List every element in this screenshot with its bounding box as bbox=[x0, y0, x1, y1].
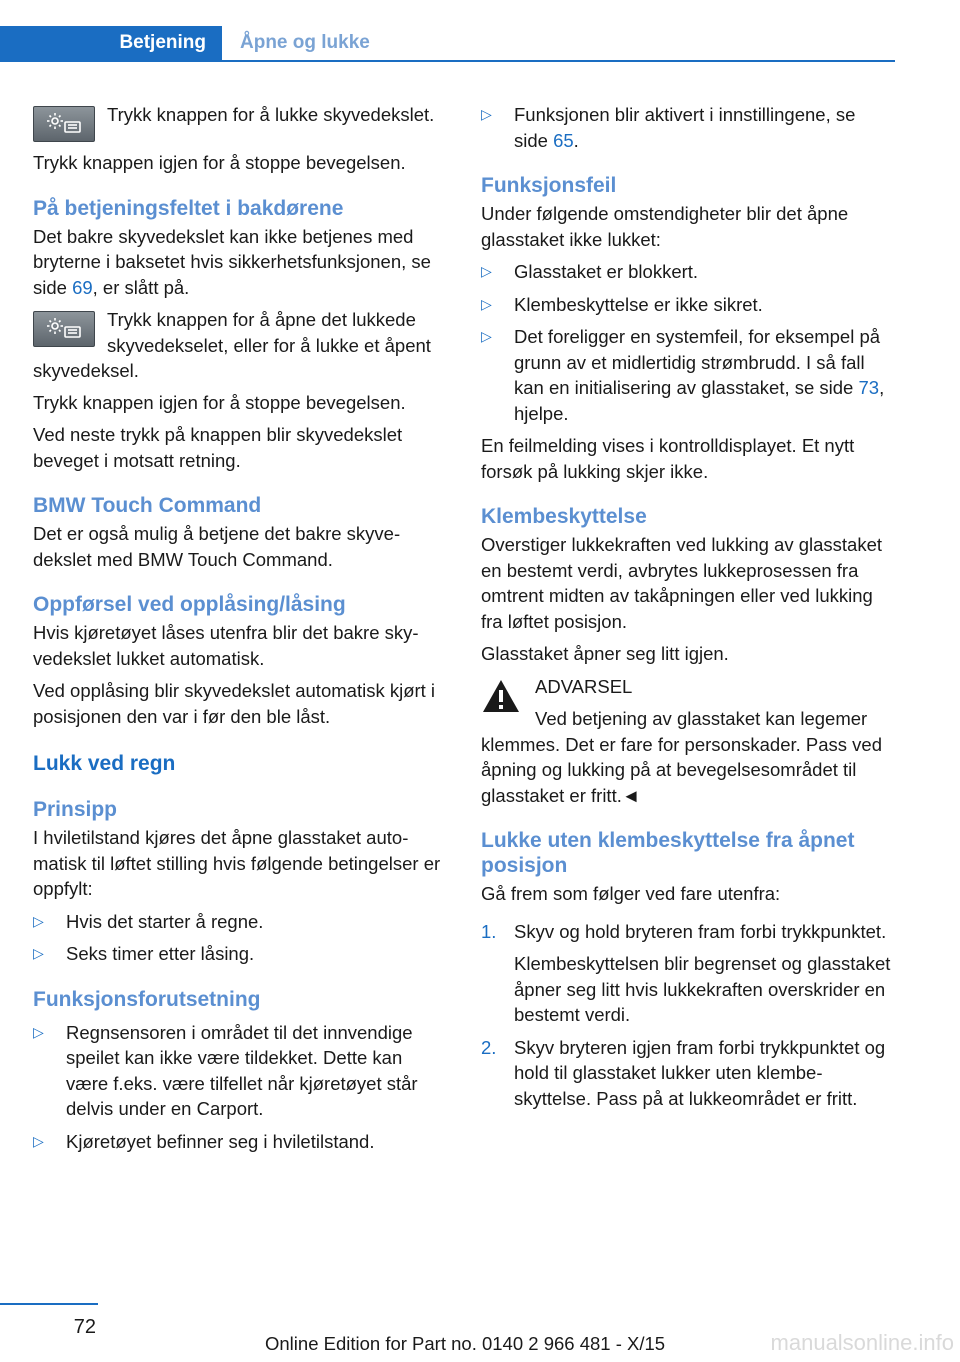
heading-opplasing: Oppførsel ved opplåsing/låsing bbox=[33, 593, 346, 616]
step-note: Klembeskyttelsen blir begrenset og glasstaket åpner seg litt hvis lukkekraften overskrider en bestemt verdi. bbox=[514, 953, 891, 1025]
list-item: 1. Skyv og hold bryteren fram forbi trykkpunktet. Klembeskyttelsen blir begrenset og glasstaket åpner seg litt hvis lukkekraften overskrider en bestemt verdi. bbox=[481, 919, 893, 1028]
paragraph: Trykk knappen igjen for å stoppe bevegelsen. bbox=[33, 391, 406, 413]
list-item: 2. Skyv bryteren igjen fram forbi trykkpunktet og hold til glasstaket lukker uten klembeskyttelse. Pass på at lukkeområdet er fritt. bbox=[481, 1036, 886, 1109]
warning-title: ADVARSEL bbox=[535, 675, 633, 697]
paragraph: En feilmelding vises i kontrolldisplayet. Et nytt forsøk på lukking skjer ikke. bbox=[481, 435, 855, 482]
sunroof-button-block-open bbox=[33, 307, 445, 384]
paragraph: Trykk knappen igjen for å stoppe bevegelsen. bbox=[33, 152, 406, 173]
list-item: ▷ Seks timer etter låsing. bbox=[33, 941, 445, 967]
page-link-65[interactable]: 65 bbox=[553, 129, 574, 151]
step-number: 2. bbox=[481, 1036, 497, 1058]
edition-text: Online Edition for Part no. 0140 2 966 481 - X/15 bbox=[265, 1333, 666, 1354]
left-column bbox=[33, 102, 445, 1161]
list-item: ▷ Glasstaket er blokkert. bbox=[481, 259, 893, 285]
watermark: manualsonline.info bbox=[770, 1330, 954, 1355]
tab-betjening[interactable]: Betjening bbox=[0, 26, 222, 60]
activation-list bbox=[481, 102, 893, 153]
heading-funksjonsfeil: Funksjonsfeil bbox=[481, 174, 617, 197]
heading-funksjonsforutsetning: Funksjonsforutsetning bbox=[33, 987, 261, 1011]
list-item: ▷ Hvis det starter å regne. bbox=[33, 909, 445, 935]
sunroof-button-block-close bbox=[33, 102, 445, 144]
heading-lukke-uten-klembeskyttelse: Lukke uten klembeskyttelse fra åpnet posisjon bbox=[481, 829, 855, 877]
prinsipp-list bbox=[33, 909, 445, 967]
paragraph: Hvis kjøretøyet låses utenfra blir det bakre skyvedekslet lukket automatisk. bbox=[33, 622, 419, 669]
page-link-69[interactable]: 69 bbox=[72, 276, 93, 298]
list-item: ▷ Klembeskyttelse er ikke sikret. bbox=[481, 292, 893, 318]
page-header bbox=[0, 0, 960, 62]
block1-text: Trykk knappen for å lukke skyvedekslet. bbox=[107, 104, 435, 125]
sunroof-button-icon bbox=[33, 311, 95, 347]
paragraph: Det er også mulig å betjene det bakre skyvedekslet med BMW Touch Command. bbox=[33, 523, 401, 570]
page-number: 72 bbox=[73, 1316, 96, 1338]
paragraph: Ved opplåsing blir skyvedekslet automatisk kjørt i posisjonen den var i før den ble låst. bbox=[33, 680, 436, 727]
footer-rule bbox=[0, 1303, 98, 1305]
paragraph: Overstiger lukkekraften ved lukking av glasstaket en bestemt verdi, avbrytes lukkeprosessen fra omtrent midten av takåpningen eller ved lukking fra løftet posisjon. bbox=[481, 534, 883, 632]
right-column bbox=[481, 102, 893, 1118]
block2-text: Trykk knappen for å åpne det lukkede skyvedekselet, eller for å lukke et åpent skyvedeksel. bbox=[33, 309, 431, 381]
paragraph-bakdorene: Det bakre skyvedekslet kan ikke betjenes med bryterne i baksetet hvis sikkerhetsfunksjonen, se side 69, er slått på. bbox=[33, 225, 431, 298]
tab-apne-og-lukke[interactable]: Åpne og lukke bbox=[240, 32, 370, 53]
step-number: 1. bbox=[481, 920, 497, 942]
heading-touch-command: BMW Touch Command bbox=[33, 494, 262, 517]
paragraph: I hviletilstand kjøres det åpne glasstaket automatisk til løftet stilling hvis følgende betingelser er oppfylt: bbox=[33, 827, 441, 899]
heading-klembeskyttelse: Klembeskyttelse bbox=[481, 505, 647, 528]
header-rule bbox=[0, 60, 895, 62]
feil-list bbox=[481, 259, 893, 426]
heading-lukk-ved-regn: Lukk ved regn bbox=[33, 752, 176, 775]
paragraph: Gå frem som følger ved fare utenfra: bbox=[481, 883, 781, 904]
heading-bakdorene: På betjeningsfeltet i bakdørene bbox=[33, 196, 344, 220]
steps-list bbox=[481, 919, 893, 1112]
paragraph: Ved neste trykk på knappen blir skyvedekslet beveget i motsatt retning. bbox=[33, 424, 403, 471]
list-item: ▷ Det foreligger en systemfeil, for eksempel på grunn av et midlertidig strømbrudd. I så fall kan en initialisering av glasstaket, se side 73, hjelpe. bbox=[481, 324, 893, 426]
heading-prinsipp: Prinsipp bbox=[33, 798, 118, 821]
warning-text: Ved betjening av glasstaket kan legemer klemmes. Det er fare for personskader. Pass ved åpning og lukking på at bevegelsesområdet til glasstaket er fritt.◄ bbox=[481, 708, 883, 806]
page-link-73[interactable]: 73 bbox=[858, 377, 880, 398]
paragraph: Under følgende omstendigheter blir det åpne glasstaket ikke lukket: bbox=[481, 203, 849, 250]
forutsetning-list bbox=[33, 1020, 445, 1155]
paragraph: Glasstaket åpner seg litt igjen. bbox=[481, 643, 729, 664]
list-item: ▷ Funksjonen blir aktivert i innstillingene, se side 65. bbox=[481, 102, 893, 153]
list-item: ▷ Regnsensoren i området til det innvendige speilet kan ikke være tildekket. Dette kan være f.eks. være tilfellet når kjøretøyet står delvis under en Carport. bbox=[33, 1020, 445, 1122]
warning-block bbox=[481, 674, 893, 809]
sunroof-button-icon bbox=[33, 106, 95, 142]
list-item: ▷ Kjøretøyet befinner seg i hviletilstand. bbox=[33, 1129, 445, 1155]
warning-triangle-icon bbox=[481, 678, 521, 714]
